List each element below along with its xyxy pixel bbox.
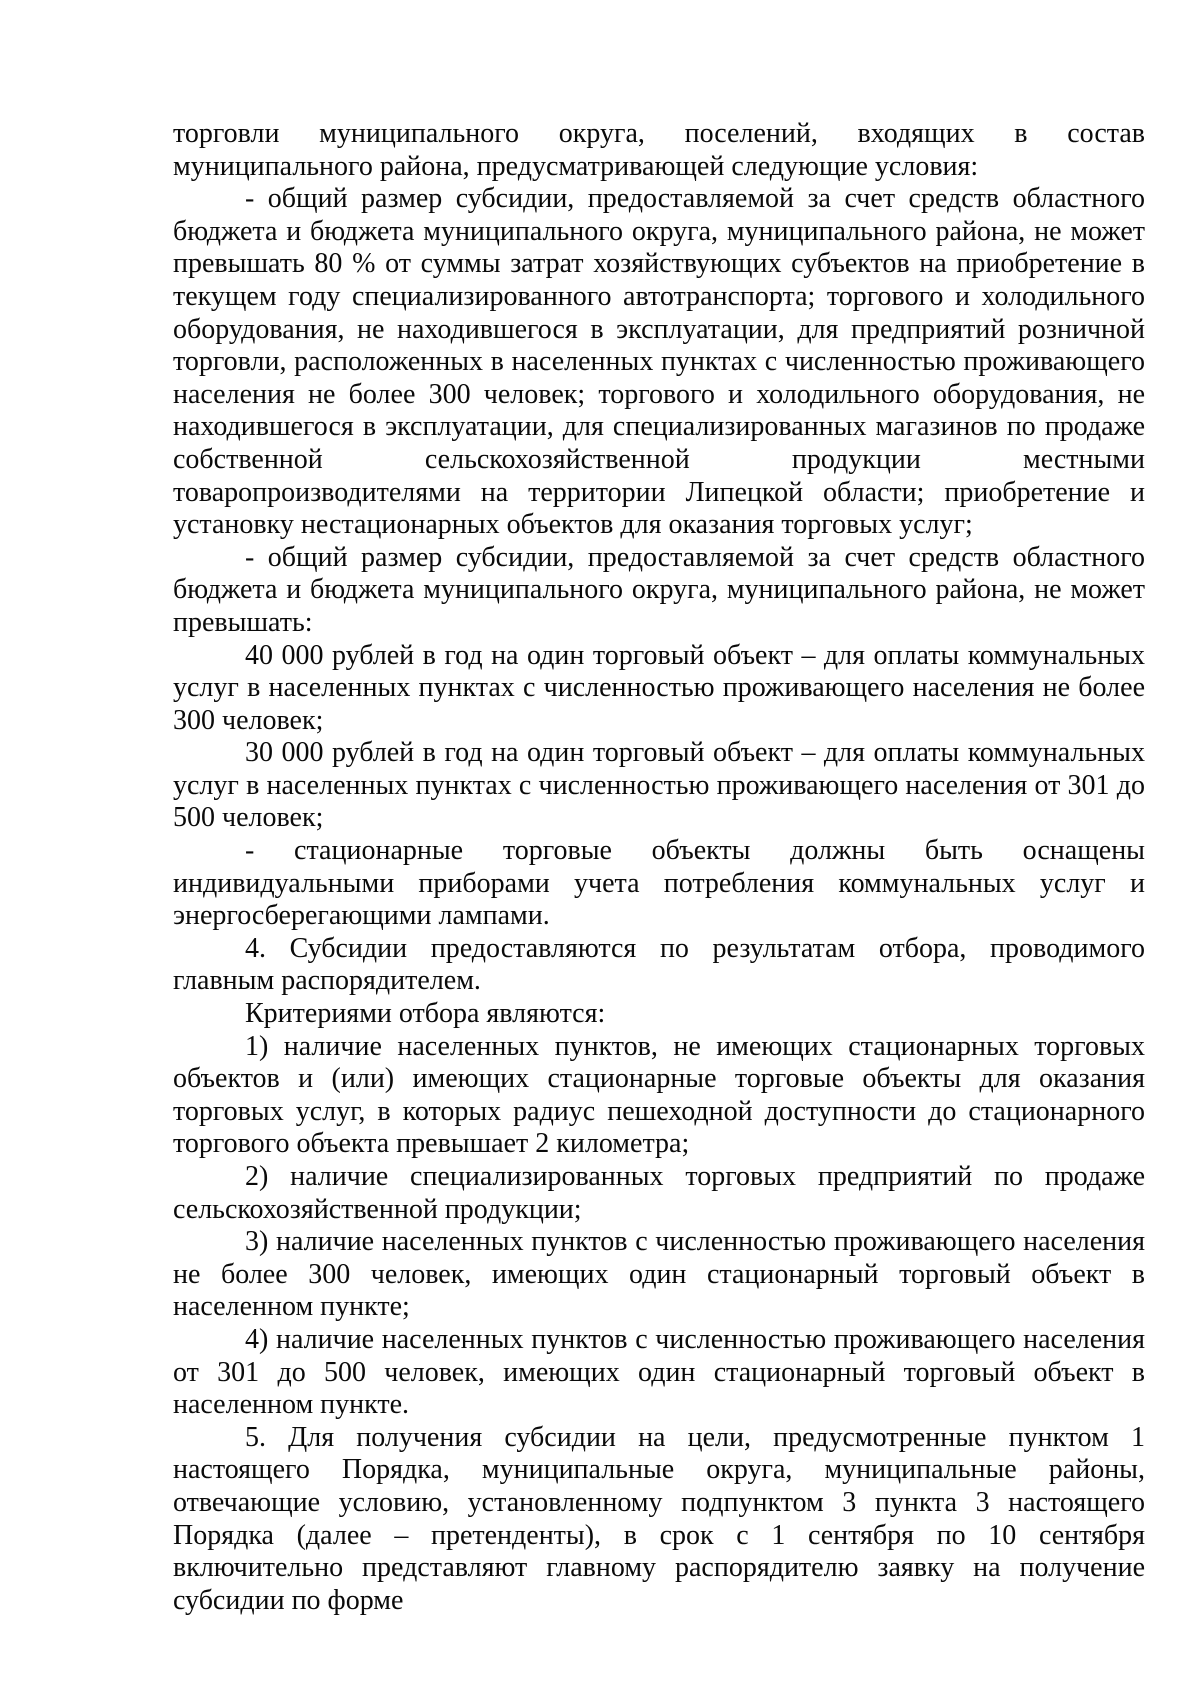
paragraph-criterion-1: 1) наличие населенных пунктов, не имеющих стационарных торговых объектов и (или) имеющих стационарные торговые объекты для оказания торговых услуг, в которых радиус пешеходной доступности до стационарного торгового объекта превышает 2 километра;	[173, 1030, 1145, 1160]
paragraph-30000: 30 000 рублей в год на один торговый объект – для оплаты коммунальных услуг в населенных пунктах с численностью проживающего населения от 301 до 500 человек;	[173, 737, 1145, 834]
paragraph-criterion-3: 3) наличие населенных пунктов с численностью проживающего населения не более 300 человек, имеющих один стационарный торговый объект в населенном пункте;	[173, 1226, 1145, 1323]
paragraph-criterion-2: 2) наличие специализированных торговых предприятий по продаже сельскохозяйственной продукции;	[173, 1161, 1145, 1225]
paragraph-item-4: 4. Субсидии предоставляются по результатам отбора, проводимого главным распорядителем.	[173, 932, 1145, 997]
paragraph-stationary-objects: - стационарные торговые объекты должны быть оснащены индивидуальными приборами учета потребления коммунальных услуг и энергосберегающими лампами.	[173, 835, 1145, 932]
paragraph-item-5: 5. Для получения субсидии на цели, предусмотренные пунктом 1 настоящего Порядка, муниципальные округа, муниципальные районы, отвечающие условию, установленному подпунктом 3 пункта 3 настоящего Порядка (далее – претенденты), в срок с 1 сентября по 10 сентября включительно представляют главному распорядителю заявку на получение субсидии по форме	[173, 1421, 1145, 1616]
document-body	[173, 118, 1145, 1617]
paragraph-continuation: торговли муниципального округа, поселений, входящих в состав муниципального района, предусматривающей следующие условия:	[173, 118, 1145, 182]
paragraph-40000: 40 000 рублей в год на один торговый объект – для оплаты коммунальных услуг в населенных пунктах с численностью проживающего населения не более 300 человек;	[173, 639, 1145, 736]
paragraph-criteria-heading: Критериями отбора являются:	[245, 998, 606, 1030]
paragraph-subsidy-limit-amounts: - общий размер субсидии, предоставляемой за счет средств областного бюджета и бюджета муниципального округа, муниципального района, не может превышать:	[173, 541, 1145, 638]
paragraph-criterion-4: 4) наличие населенных пунктов с численностью проживающего населения от 301 до 500 человек, имеющих один стационарный торговый объект в населенном пункте.	[173, 1323, 1145, 1421]
paragraph-subsidy-limit-80: - общий размер субсидии, предоставляемой за счет средств областного бюджета и бюджета муниципального округа, муниципального района, не может превышать 80 % от суммы затрат хозяйствующих субъектов на приобретение в текущем году специализированного автотранспорта; торгового и холодильного оборудования, не находившегося в эксплуатации, для предприятий розничной торговли, расположенных в населенных пунктах с численностью проживающего населения не более 300 человек; торгового и холодильного оборудования, не находившегося в эксплуатации, для специализированных магазинов по продаже собственной сельскохозяйственной продукции местными товаропроизводителями на территории Липецкой области; приобретение и установку нестационарных объектов для оказания торговых услуг;	[173, 183, 1145, 541]
